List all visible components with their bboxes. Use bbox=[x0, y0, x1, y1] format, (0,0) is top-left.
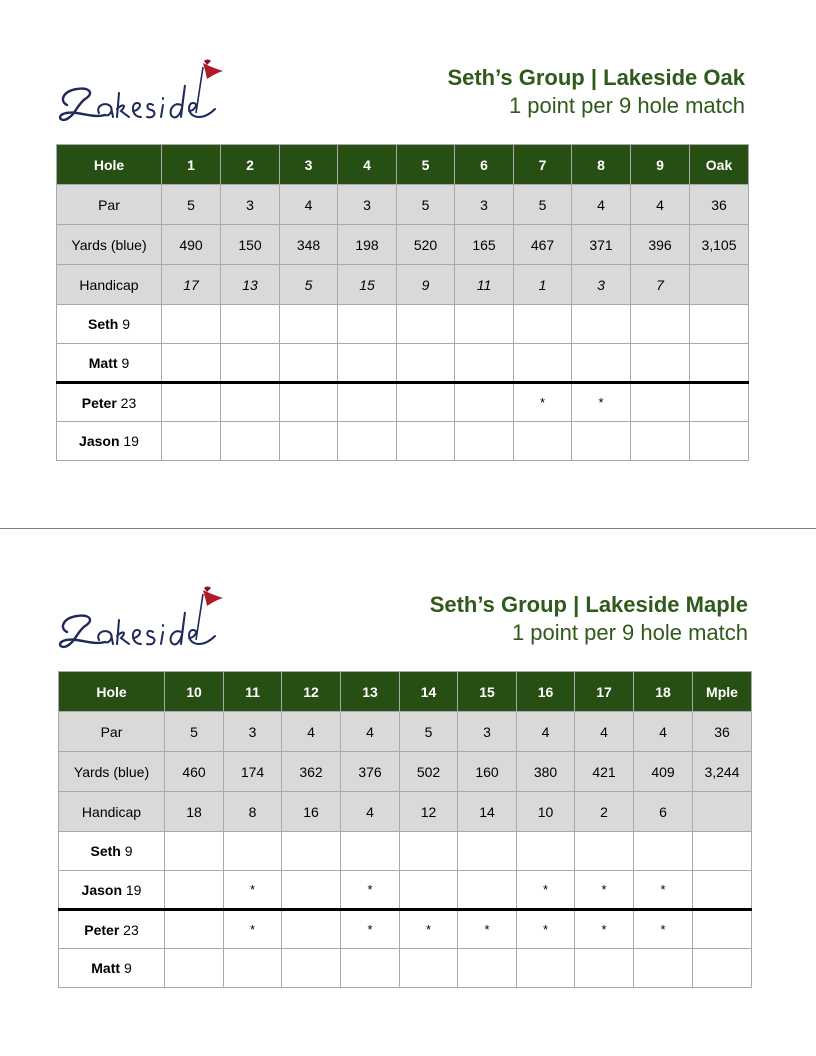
score-cell[interactable] bbox=[575, 949, 634, 988]
yards-cell: 160 bbox=[458, 752, 517, 792]
par-cell: 3 bbox=[458, 712, 517, 752]
yards-cell: 198 bbox=[338, 225, 397, 265]
handicap-cell: 7 bbox=[631, 265, 690, 305]
yards-cell: 362 bbox=[282, 752, 341, 792]
yards-cell: 376 bbox=[341, 752, 400, 792]
header-cell: 12 bbox=[282, 672, 341, 712]
row-label: Handicap bbox=[57, 265, 162, 305]
player-name: Matt bbox=[88, 354, 118, 371]
score-cell[interactable] bbox=[455, 344, 514, 383]
player-name: Peter bbox=[81, 394, 117, 411]
score-cell[interactable] bbox=[280, 383, 338, 422]
player-handicap: 9 bbox=[121, 354, 130, 371]
score-cell[interactable]: * bbox=[341, 871, 400, 910]
score-cell[interactable]: * bbox=[517, 910, 575, 949]
lakeside-logo bbox=[55, 582, 230, 662]
player-row-jason bbox=[59, 871, 752, 910]
yards-row bbox=[59, 752, 752, 792]
yards-cell: 396 bbox=[631, 225, 690, 265]
par-cell: 4 bbox=[280, 185, 338, 225]
par-row bbox=[59, 712, 752, 752]
header-cell: 4 bbox=[338, 145, 397, 185]
score-cell[interactable] bbox=[165, 910, 224, 949]
lakeside-logo-mark bbox=[55, 55, 230, 135]
header-cell: 8 bbox=[572, 145, 631, 185]
header-cell: 5 bbox=[397, 145, 455, 185]
player-name-cell bbox=[57, 305, 162, 344]
par-cell: 3 bbox=[455, 185, 514, 225]
header-cell: Oak bbox=[690, 145, 749, 185]
score-cell[interactable]: * bbox=[517, 871, 575, 910]
header-cell: 17 bbox=[575, 672, 634, 712]
score-cell[interactable] bbox=[693, 910, 752, 949]
handicap-cell: 13 bbox=[221, 265, 280, 305]
row-label: Par bbox=[57, 185, 162, 225]
score-cell[interactable]: * bbox=[634, 871, 693, 910]
handicap-cell: 10 bbox=[517, 792, 575, 832]
handicap-row bbox=[57, 265, 749, 305]
svg-text:Lakeside: Lakeside bbox=[55, 582, 60, 583]
score-cell[interactable] bbox=[631, 422, 690, 461]
score-cell[interactable] bbox=[455, 422, 514, 461]
header-cell: 15 bbox=[458, 672, 517, 712]
scorecard-table bbox=[58, 671, 752, 988]
card-title: Seth’s Group | Lakeside Maple bbox=[429, 592, 748, 617]
score-cell[interactable] bbox=[338, 305, 397, 344]
player-name-cell bbox=[59, 949, 165, 988]
player-name: Peter bbox=[84, 921, 120, 938]
yards-row bbox=[57, 225, 749, 265]
yards-cell: 467 bbox=[514, 225, 572, 265]
score-cell[interactable] bbox=[631, 305, 690, 344]
par-cell: 4 bbox=[575, 712, 634, 752]
yards-cell: 3,244 bbox=[693, 752, 752, 792]
score-cell[interactable] bbox=[690, 305, 749, 344]
score-cell[interactable] bbox=[221, 422, 280, 461]
score-cell[interactable] bbox=[517, 949, 575, 988]
handicap-cell: 15 bbox=[338, 265, 397, 305]
score-cell[interactable]: * bbox=[224, 910, 282, 949]
yards-cell: 3,105 bbox=[690, 225, 749, 265]
header-cell: 2 bbox=[221, 145, 280, 185]
lakeside-logo-mark bbox=[55, 582, 230, 662]
par-cell: 4 bbox=[631, 185, 690, 225]
player-row-jason bbox=[57, 422, 749, 461]
row-label: Yards (blue) bbox=[59, 752, 165, 792]
handicap-cell: 3 bbox=[572, 265, 631, 305]
player-row-seth bbox=[57, 305, 749, 344]
score-cell[interactable] bbox=[165, 871, 224, 910]
score-cell[interactable] bbox=[572, 344, 631, 383]
handicap-cell: 16 bbox=[282, 792, 341, 832]
score-cell[interactable] bbox=[517, 832, 575, 871]
par-cell: 5 bbox=[162, 185, 221, 225]
card-title: Seth’s Group | Lakeside Oak bbox=[447, 65, 745, 90]
handicap-cell: 1 bbox=[514, 265, 572, 305]
score-cell[interactable] bbox=[514, 305, 572, 344]
player-row-matt bbox=[59, 949, 752, 988]
header-cell: 11 bbox=[224, 672, 282, 712]
header-cell: 16 bbox=[517, 672, 575, 712]
header-cell: 6 bbox=[455, 145, 514, 185]
score-cell[interactable] bbox=[455, 305, 514, 344]
score-cell[interactable] bbox=[282, 949, 341, 988]
score-cell[interactable] bbox=[400, 871, 458, 910]
handicap-cell bbox=[693, 792, 752, 832]
row-label: Yards (blue) bbox=[57, 225, 162, 265]
hole-header-row bbox=[57, 145, 749, 185]
handicap-cell: 17 bbox=[162, 265, 221, 305]
score-cell[interactable] bbox=[282, 871, 341, 910]
player-handicap: 19 bbox=[123, 433, 139, 449]
score-cell[interactable]: * bbox=[341, 910, 400, 949]
scorecard-maple bbox=[0, 529, 816, 1056]
player-name-cell bbox=[59, 910, 165, 949]
score-cell[interactable] bbox=[572, 305, 631, 344]
score-cell[interactable] bbox=[690, 383, 749, 422]
score-cell[interactable] bbox=[280, 305, 338, 344]
header-cell: Hole bbox=[59, 672, 165, 712]
player-name-cell bbox=[57, 383, 162, 422]
player-name-cell bbox=[59, 871, 165, 910]
header-cell: 1 bbox=[162, 145, 221, 185]
header-cell: 9 bbox=[631, 145, 690, 185]
score-cell[interactable] bbox=[338, 383, 397, 422]
score-cell[interactable] bbox=[514, 422, 572, 461]
handicap-cell: 11 bbox=[455, 265, 514, 305]
score-cell[interactable] bbox=[400, 832, 458, 871]
player-name-cell bbox=[57, 422, 162, 461]
score-cell[interactable] bbox=[455, 383, 514, 422]
player-row-seth bbox=[59, 832, 752, 871]
score-cell[interactable] bbox=[397, 344, 455, 383]
score-cell[interactable] bbox=[690, 344, 749, 383]
golf-flag-icon bbox=[203, 590, 223, 606]
par-cell: 4 bbox=[634, 712, 693, 752]
scorecard-table bbox=[56, 144, 749, 461]
player-handicap: 23 bbox=[120, 394, 137, 411]
score-cell[interactable] bbox=[165, 832, 224, 871]
score-cell[interactable]: * bbox=[400, 910, 458, 949]
par-cell: 3 bbox=[338, 185, 397, 225]
score-cell[interactable] bbox=[162, 305, 221, 344]
score-cell[interactable]: * bbox=[458, 910, 517, 949]
handicap-cell: 18 bbox=[165, 792, 224, 832]
hole-header-row bbox=[59, 672, 752, 712]
player-handicap: 23 bbox=[123, 921, 139, 938]
par-cell: 3 bbox=[224, 712, 282, 752]
score-cell[interactable] bbox=[341, 832, 400, 871]
card-title-block bbox=[447, 64, 745, 120]
card-subtitle: 1 point per 9 hole match bbox=[508, 93, 745, 118]
header-cell: 10 bbox=[165, 672, 224, 712]
score-cell[interactable] bbox=[631, 383, 690, 422]
score-cell[interactable] bbox=[341, 949, 400, 988]
card-subtitle: 1 point per 9 hole match bbox=[511, 620, 748, 645]
score-cell[interactable] bbox=[693, 949, 752, 988]
score-cell[interactable] bbox=[338, 344, 397, 383]
yards-cell: 490 bbox=[162, 225, 221, 265]
player-handicap: 9 bbox=[123, 960, 132, 976]
handicap-cell: 8 bbox=[224, 792, 282, 832]
handicap-cell bbox=[690, 265, 749, 305]
score-cell[interactable] bbox=[634, 949, 693, 988]
player-handicap: 9 bbox=[124, 843, 133, 859]
row-label: Handicap bbox=[59, 792, 165, 832]
header-cell: 14 bbox=[400, 672, 458, 712]
player-name: Jason bbox=[81, 881, 122, 898]
score-cell[interactable] bbox=[282, 910, 341, 949]
score-cell[interactable] bbox=[165, 949, 224, 988]
handicap-cell: 6 bbox=[634, 792, 693, 832]
score-cell[interactable] bbox=[693, 871, 752, 910]
par-cell: 5 bbox=[165, 712, 224, 752]
score-cell[interactable] bbox=[400, 949, 458, 988]
lakeside-logo bbox=[55, 55, 230, 135]
par-row bbox=[57, 185, 749, 225]
score-cell[interactable] bbox=[162, 344, 221, 383]
header-cell: Hole bbox=[57, 145, 162, 185]
score-cell[interactable] bbox=[280, 344, 338, 383]
score-cell[interactable] bbox=[224, 949, 282, 988]
card-title-block bbox=[430, 591, 748, 647]
score-cell[interactable] bbox=[282, 832, 341, 871]
player-name: Matt bbox=[91, 960, 121, 976]
handicap-cell: 2 bbox=[575, 792, 634, 832]
handicap-cell: 9 bbox=[397, 265, 455, 305]
handicap-cell: 12 bbox=[400, 792, 458, 832]
score-cell[interactable] bbox=[221, 344, 280, 383]
yards-cell: 371 bbox=[572, 225, 631, 265]
yards-cell: 520 bbox=[397, 225, 455, 265]
par-cell: 36 bbox=[693, 712, 752, 752]
score-cell[interactable] bbox=[397, 305, 455, 344]
header-cell: 7 bbox=[514, 145, 572, 185]
score-cell[interactable]: * bbox=[575, 910, 634, 949]
yards-cell: 348 bbox=[280, 225, 338, 265]
score-cell[interactable] bbox=[221, 305, 280, 344]
score-cell[interactable] bbox=[397, 383, 455, 422]
score-cell[interactable] bbox=[634, 832, 693, 871]
par-cell: 4 bbox=[572, 185, 631, 225]
row-label: Par bbox=[59, 712, 165, 752]
yards-cell: 174 bbox=[224, 752, 282, 792]
yards-cell: 150 bbox=[221, 225, 280, 265]
yards-cell: 460 bbox=[165, 752, 224, 792]
score-cell[interactable] bbox=[224, 832, 282, 871]
player-row-matt bbox=[57, 344, 749, 383]
score-cell[interactable] bbox=[162, 383, 221, 422]
handicap-cell: 14 bbox=[458, 792, 517, 832]
score-cell[interactable]: * bbox=[575, 871, 634, 910]
player-row-peter bbox=[59, 910, 752, 949]
score-cell[interactable] bbox=[221, 383, 280, 422]
score-cell[interactable] bbox=[575, 832, 634, 871]
par-cell: 4 bbox=[282, 712, 341, 752]
golf-flag-icon bbox=[203, 63, 223, 79]
svg-text:Lakeside: Lakeside bbox=[55, 55, 60, 56]
header-cell: 13 bbox=[341, 672, 400, 712]
player-name: Seth bbox=[90, 843, 121, 859]
header-cell: Mple bbox=[693, 672, 752, 712]
par-cell: 36 bbox=[690, 185, 749, 225]
score-cell[interactable] bbox=[690, 422, 749, 461]
score-cell[interactable]: * bbox=[634, 910, 693, 949]
score-cell[interactable] bbox=[338, 422, 397, 461]
handicap-cell: 4 bbox=[341, 792, 400, 832]
player-name-cell bbox=[59, 832, 165, 871]
score-cell[interactable] bbox=[458, 949, 517, 988]
score-cell[interactable] bbox=[280, 422, 338, 461]
score-cell[interactable] bbox=[458, 832, 517, 871]
player-row-peter bbox=[57, 383, 749, 422]
player-name: Seth bbox=[87, 316, 119, 332]
par-cell: 4 bbox=[517, 712, 575, 752]
handicap-cell: 5 bbox=[280, 265, 338, 305]
par-cell: 5 bbox=[400, 712, 458, 752]
par-cell: 4 bbox=[341, 712, 400, 752]
yards-cell: 165 bbox=[455, 225, 514, 265]
score-cell[interactable]: * bbox=[514, 383, 572, 422]
player-handicap: 9 bbox=[122, 316, 131, 332]
header-cell: 18 bbox=[634, 672, 693, 712]
player-name-cell bbox=[57, 344, 162, 383]
yards-cell: 409 bbox=[634, 752, 693, 792]
handicap-row bbox=[59, 792, 752, 832]
score-cell[interactable] bbox=[572, 422, 631, 461]
par-cell: 5 bbox=[514, 185, 572, 225]
score-cell[interactable] bbox=[458, 871, 517, 910]
player-name: Jason bbox=[79, 433, 120, 449]
score-cell[interactable]: * bbox=[224, 871, 282, 910]
yards-cell: 421 bbox=[575, 752, 634, 792]
par-cell: 5 bbox=[397, 185, 455, 225]
score-cell[interactable] bbox=[693, 832, 752, 871]
header-cell: 3 bbox=[280, 145, 338, 185]
score-cell[interactable]: * bbox=[572, 383, 631, 422]
par-cell: 3 bbox=[221, 185, 280, 225]
score-cell[interactable] bbox=[162, 422, 221, 461]
yards-cell: 502 bbox=[400, 752, 458, 792]
score-cell[interactable] bbox=[397, 422, 455, 461]
score-cell[interactable] bbox=[514, 344, 572, 383]
player-handicap: 19 bbox=[125, 881, 142, 898]
yards-cell: 380 bbox=[517, 752, 575, 792]
score-cell[interactable] bbox=[631, 344, 690, 383]
